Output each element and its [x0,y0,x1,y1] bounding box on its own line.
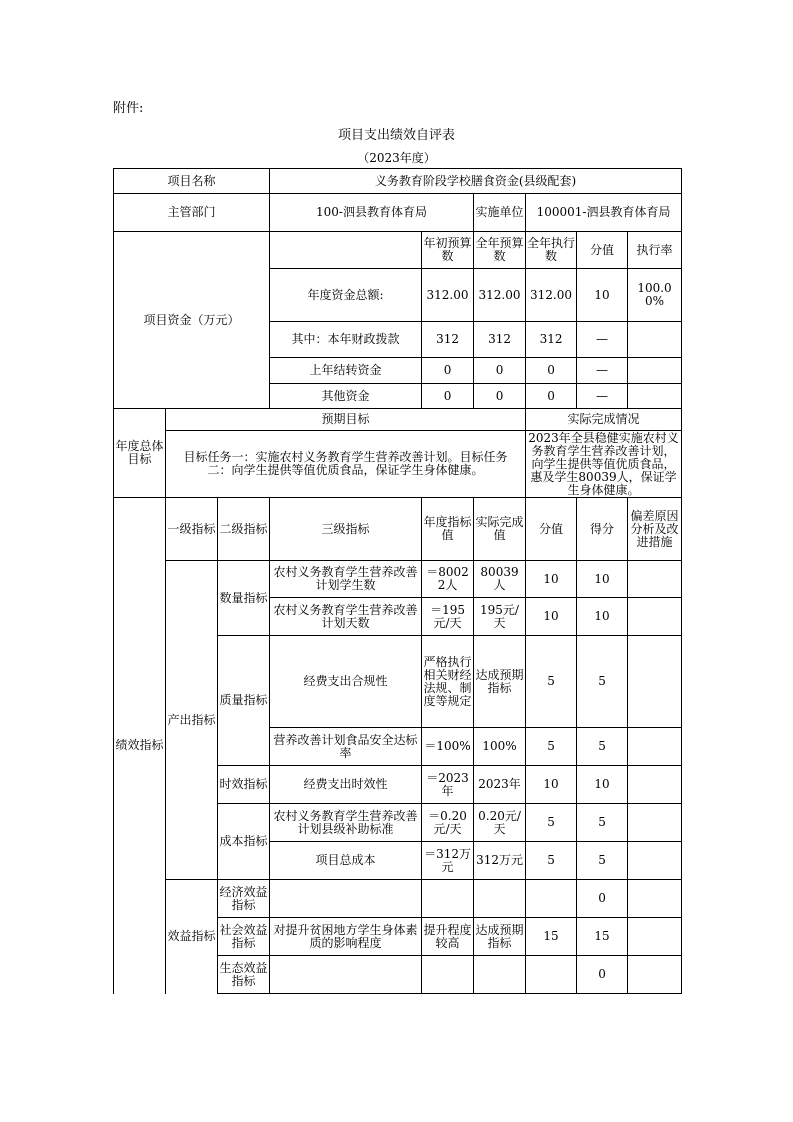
indicator-text: 农村义务教育学生营养改善计划学生数 [270,561,422,598]
score-value: 10 [526,561,577,598]
funds-cell: 0 [474,384,526,409]
funds-row-label: 其中：本年财政拨款 [270,322,422,358]
indicator-text: 营养改善计划食品安全达标率 [270,728,422,766]
project-name-label: 项目名称 [114,169,270,194]
target-value: ＝0.20元/天 [422,804,474,842]
note-value [628,766,682,804]
indicator-text: 农村义务教育学生营养改善计划县级补助标准 [270,804,422,842]
target-value: ＝312万元 [422,842,474,880]
performance-header-row [114,498,682,561]
perf-row [114,561,682,598]
target-value: ＝195元/天 [422,598,474,636]
goals-header-row [114,409,682,431]
funds-cell [628,322,682,358]
department-row [114,194,682,232]
perf-header-cell: 一级指标 [166,498,218,561]
funds-cell: 312 [422,322,474,358]
economic-indicator-label: 经济效益指标 [218,880,270,918]
score-value: 5 [526,804,577,842]
got-value: 10 [577,561,628,598]
dept-label: 主管部门 [114,194,270,232]
got-value: 5 [577,804,628,842]
actual-goal-header: 实际完成情况 [526,409,682,431]
project-name-row [114,169,682,194]
quantity-indicator-label: 数量指标 [218,561,270,636]
target-value: ＝2023年 [422,766,474,804]
indicator-text: 项目总成本 [270,842,422,880]
score-value: 5 [526,728,577,766]
indicator-text [270,880,422,918]
score-value: 5 [526,636,577,728]
perf-header-cell: 三级指标 [270,498,422,561]
score-value [526,880,577,918]
perf-header-cell: 得分 [577,498,628,561]
output-indicator-label: 产出指标 [166,561,218,880]
actual-value: 195元/天 [474,598,526,636]
funds-cell: 312 [474,322,526,358]
actual-value [474,956,526,994]
funds-row-label: 上年结转资金 [270,358,422,384]
funds-cell: 0 [526,384,577,409]
funds-row-label: 年度资金总额: [270,269,422,322]
expected-goal-header: 预期目标 [166,409,526,431]
score-value: 15 [526,918,577,956]
perf-header-cell: 偏差原因分析及改进措施 [628,498,682,561]
funds-cell: — [577,358,628,384]
note-value [628,880,682,918]
score-value: 10 [526,766,577,804]
timeliness-indicator-label: 时效指标 [218,766,270,804]
actual-value: 0.20元/天 [474,804,526,842]
actual-value [474,880,526,918]
score-value [526,956,577,994]
perf-header-cell: 分值 [526,498,577,561]
got-value: 15 [577,918,628,956]
got-value: 5 [577,636,628,728]
impl-label: 实施单位 [474,194,526,232]
note-value [628,636,682,728]
funds-header-cell: 全年执行数 [526,232,577,269]
attachment-label: 附件: [113,101,144,116]
funds-cell: 10 [577,269,628,322]
funds-cell [628,384,682,409]
indicator-text: 农村义务教育学生营养改善计划天数 [270,598,422,636]
perf-row [114,880,682,918]
got-value: 5 [577,842,628,880]
target-value [422,956,474,994]
perf-header-cell: 年度指标值 [422,498,474,561]
note-value [628,956,682,994]
indicator-text: 对提升贫困地方学生身体素质的影响程度 [270,918,422,956]
goals-content-row [114,431,682,498]
funds-header-blank [270,232,422,269]
funds-cell: 100.00% [628,269,682,322]
target-value [422,880,474,918]
funds-header-cell: 执行率 [628,232,682,269]
note-value [628,728,682,766]
indicator-text: 经费支出时效性 [270,766,422,804]
target-value: 严格执行相关财经法规、制度等规定 [422,636,474,728]
note-value [628,842,682,880]
target-value: 提升程度较高 [422,918,474,956]
target-value: ＝100% [422,728,474,766]
actual-value: 2023年 [474,766,526,804]
impl-value: 100001-泗县教育体育局 [526,194,682,232]
actual-value: 80039人 [474,561,526,598]
funds-cell: 0 [422,384,474,409]
got-value: 0 [577,956,628,994]
note-value [628,598,682,636]
funds-cell: 0 [474,358,526,384]
got-value: 5 [577,728,628,766]
funds-cell: 0 [422,358,474,384]
benefit-indicator-label: 效益指标 [166,880,218,994]
eco-indicator-label: 生态效益指标 [218,956,270,994]
perf-header-cell: 二级指标 [218,498,270,561]
perf-header-cell: 实际完成值 [474,498,526,561]
funds-cell [628,358,682,384]
funds-header-cell: 分值 [577,232,628,269]
funds-cell: 312.00 [474,269,526,322]
score-value: 5 [526,842,577,880]
actual-value: 达成预期指标 [474,918,526,956]
note-value [628,918,682,956]
funds-row-label: 其他资金 [270,384,422,409]
evaluation-table [113,168,682,994]
dept-value: 100-泗县教育体育局 [270,194,474,232]
funds-header-row [114,232,682,269]
actual-value: 312万元 [474,842,526,880]
funds-cell: 312.00 [422,269,474,322]
got-value: 10 [577,766,628,804]
project-name-value: 义务教育阶段学校膳食资金(县级配套) [270,169,682,194]
page-title: 项目支出绩效自评表 [337,128,455,143]
funds-cell: — [577,322,628,358]
score-value: 10 [526,598,577,636]
funds-label: 项目资金（万元） [114,232,270,409]
goals-label: 年度总体目标 [114,409,166,498]
social-indicator-label: 社会效益指标 [218,918,270,956]
got-value: 0 [577,880,628,918]
actual-value: 达成预期指标 [474,636,526,728]
expected-goal-text: 目标任务一：实施农村义务教育学生营养改善计划。目标任务二：向学生提供等值优质食品，保证学生身体健康。 [166,431,526,498]
funds-cell: 312 [526,322,577,358]
funds-cell: 0 [526,358,577,384]
performance-label: 绩效指标 [114,498,166,994]
note-value [628,561,682,598]
actual-goal-text: 2023年全县稳健实施农村义务教育学生营养改善计划，向学生提供等值优质食品，惠及学生80039人，保证学生身体健康。 [526,431,682,498]
note-value [628,804,682,842]
cost-indicator-label: 成本指标 [218,804,270,880]
report-year: （2023年度） [357,151,436,165]
funds-header-cell: 全年预算数 [474,232,526,269]
funds-cell: 312.00 [526,269,577,322]
quality-indicator-label: 质量指标 [218,636,270,766]
actual-value: 100% [474,728,526,766]
funds-cell: — [577,384,628,409]
funds-header-cell: 年初预算数 [422,232,474,269]
got-value: 10 [577,598,628,636]
indicator-text: 经费支出合规性 [270,636,422,728]
target-value: ＝80022人 [422,561,474,598]
indicator-text [270,956,422,994]
